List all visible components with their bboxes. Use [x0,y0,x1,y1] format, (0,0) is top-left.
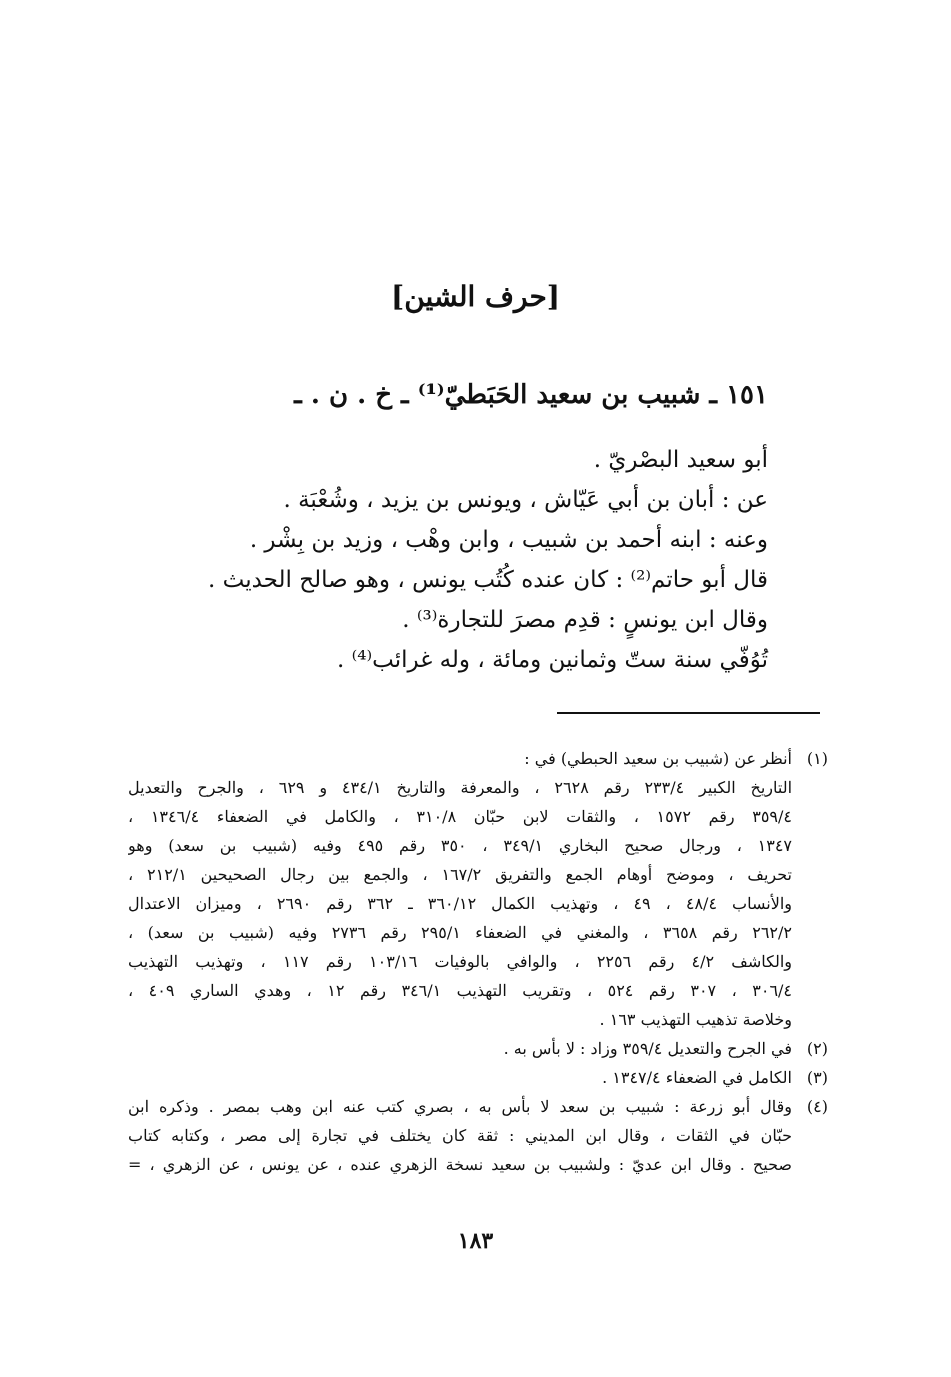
entry-heading: ١٥١ ـ شبيب بن سعيد الحَبَطيّ⁽¹⁾ ـ خ . ن . ـ [294,380,768,410]
entry-line-ibn-yunus: وقال ابن يونسٍ : قدِم مصرَ للتجارة⁽³⁾ . [402,607,768,633]
footnotes [128,744,828,1179]
footnote-line: صحيح . وقال ابن عديّ : ولشبيب بن سعيد نسخة الزهري عنده ، عن يونس ، عن الزهري ، = [128,1155,792,1174]
footnote-2 [128,1034,828,1063]
footnote-1 [128,744,828,1034]
section-title: [حرف الشين] [390,280,561,313]
footnote-divider [557,712,820,714]
footnote-line: والكاشف ٤/٢ رقم ٢٢٥٦ ، والوافي بالوفيات ١٠٣/١٦ رقم ١١٧ ، وتهذيب التهذيب [128,952,792,971]
footnote-line: ٣٠٦/٤ ، ٣٠٧ رقم ٥٢٤ ، وتقريب التهذيب ٣٤٦/١ رقم ١٢ ، وهدي الساري ٤٠٩ ، [128,981,792,1000]
footnote-line: والأنساب ٤٨/٤ ، ٤٩ ، وتهذيب الكمال ٣٦٠/١٢ ـ ٣٦٢ رقم ٢٦٩٠ ، وميزان الاعتدال [128,894,792,913]
footnote-text [128,1034,792,1063]
footnote-line: أنظر عن (شبيب بن سعيد الحبطي) في : [524,749,792,768]
footnote-text [128,744,792,1034]
footnote-line: وخلاصة تذهيب التهذيب ١٦٣ . [599,1010,792,1029]
footnote-line: الكامل في الضعفاء ١٣٤٧/٤ . [602,1068,792,1087]
footnote-line: التاريخ الكبير ٢٣٣/٤ رقم ٢٦٢٨ ، والمعرفة والتاريخ ٤٣٤/١ و ٦٢٩ ، والجرح والتعديل [128,778,792,797]
entry-line-death: تُوُفّي سنة ستّ وثمانين ومائة ، وله غرائب⁽⁴⁾ . [337,647,768,673]
footnote-number: (١) [806,749,828,768]
footnote-line: ٣٥٩/٤ رقم ١٥٧٢ ، والثقات لابن حبّان ٣١٠/٨ ، والكامل في الضعفاء ١٣٤٦/٤ ، [128,807,792,826]
entry-line-kunya: أبو سعيد البصْريّ . [593,447,768,473]
footnote-4 [128,1092,828,1179]
entry-line-students: وعنه : ابنه أحمد بن شبيب ، وابن وهْب ، وزيد بن بِشْر . [249,527,768,553]
footnote-3 [128,1063,828,1092]
footnote-line: حبّان في الثقات ، وقال ابن المديني : ثقة كان يختلف في تجارة إلى مصر ، وكتابه كتاب [128,1126,792,1145]
footnote-number: (٢) [806,1039,828,1058]
footnote-line: ٢٦٢/٢ رقم ٣٦٥٨ ، والمغني في الضعفاء ٢٩٥/١ رقم ٢٧٣٦ وفيه (شبيب بن سعد) ، [128,923,792,942]
footnote-line: وقال أبو زرعة : شبيب بن سعد لا بأس به ، بصري كتب عنه ابن وهب بمصر . وذكره ابن [128,1097,792,1116]
page-number: ١٨٣ [457,1228,494,1254]
footnote-line: تحريف ، وموضح أوهام الجمع والتفريق ١٦٧/٢ ، والجمع بين رجال الصحيحين ٢١٢/١ ، [128,865,792,884]
footnote-line: في الجرح والتعديل ٣٥٩/٤ وزاد : لا بأس به . [503,1039,792,1058]
entry-line-abu-hatim: قال أبو حاتم⁽²⁾ : كان عنده كُتُب يونس ، وهو صالح الحديث . [207,567,768,593]
footnote-number: (٤) [806,1097,828,1116]
footnote-text [128,1063,792,1092]
footnote-number: (٣) [806,1068,828,1087]
entry-body [148,440,768,680]
footnote-text [128,1092,792,1179]
footnote-line: ١٣٤٧ ، ورجال صحيح البخاري ٣٤٩/١ ، ٣٥٠ رقم ٤٩٥ وفيه (شبيب بن سعد) وهو [128,836,792,855]
entry-line-teachers: عن : أبان بن أبي عَيّاش ، ويونس بن يزيد ، وشُعْبَة . [283,487,768,513]
